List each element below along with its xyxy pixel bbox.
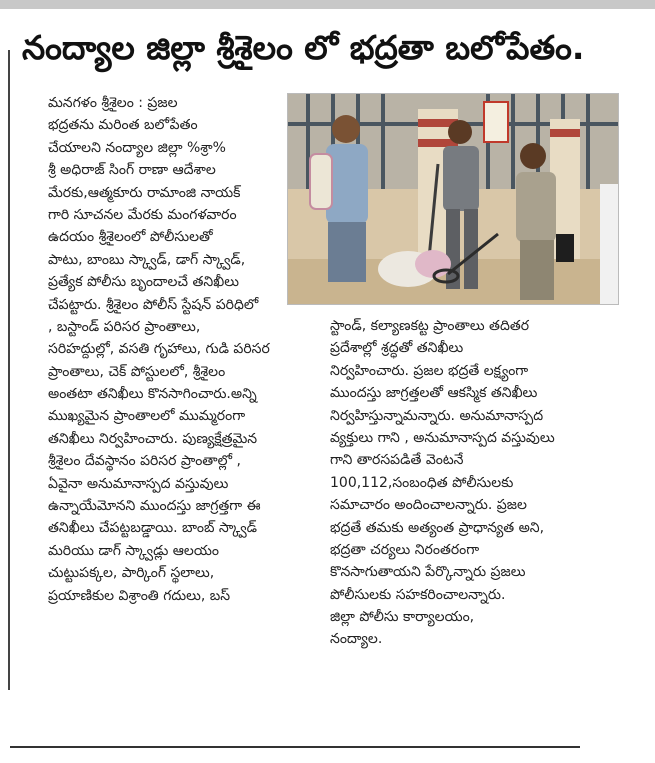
bottom-rule xyxy=(10,746,580,748)
right-column-line: సమాచారం అందించాలన్నారు. ప్రజల xyxy=(330,497,527,514)
left-column-line: పాటు, బాంబు స్క్వాడ్, డాగ్ స్క్వాడ్, xyxy=(48,251,246,268)
left-column-line: , బస్టాండ్ పరిసర ప్రాంతాలు, xyxy=(48,318,201,335)
right-column-line: భద్రతా చర్యలు నిరంతరంగా xyxy=(330,541,480,558)
left-column-line: ముఖ్యమైన ప్రాంతాలలో ముమ్మరంగా xyxy=(48,408,246,425)
left-column-line: మనగళం శ్రీశైలం : ప్రజల xyxy=(48,95,178,111)
left-column-line: ప్రత్యేక పోలీసు బృందాలచే తనిఖీలు xyxy=(48,274,239,291)
left-column-line: చేయాలని నంద్యాల జిల్లా %శ్రా% xyxy=(48,139,226,156)
right-column-line: నంద్యాల. xyxy=(330,631,383,648)
right-column-line: 100,112,సంబంధిత పోలీసులకు xyxy=(330,474,514,491)
left-column-line: తనిఖీలు నిర్వహించారు. పుణ్యక్షేత్రమైన xyxy=(48,430,258,447)
article-column-right xyxy=(330,315,642,651)
left-column-line: చేపట్టారు. శ్రీశైలం పోలీస్ స్టేషన్ పరిధిలో xyxy=(48,296,259,313)
left-column-line: శ్రీ అధిరాజ్ సింగ్ రాణా ఆదేశాల xyxy=(48,162,216,179)
article-column-left xyxy=(48,92,300,607)
left-vertical-rule xyxy=(8,50,10,690)
right-column-line: గాని తారసపడితే వెంటనే xyxy=(330,452,464,469)
right-column-line: పోలీసులకు సహకరించాలన్నారు. xyxy=(330,586,506,603)
right-column-line: వ్యక్తులు గాని , అనుమానాస్పద వస్తువులు xyxy=(330,429,555,446)
left-column-line: ఉదయం శ్రీశైలంలో పోలీసులతో xyxy=(48,229,213,246)
left-column-line: అంతటా తనిఖీలు కొనసాగించారు.అన్ని xyxy=(48,386,257,403)
news-photo-police-checking xyxy=(287,93,619,305)
left-column-line: సరిహద్దుల్లో, వసతి గృహాలు, గుడి పరిసర xyxy=(48,341,270,358)
left-column-line: భద్రతను మరింత బలోపేతం xyxy=(48,117,198,134)
right-column-line: ముందస్తు జాగ్రత్తలతో ఆకస్మిక తనిఖీలు xyxy=(330,385,538,402)
left-column-line: శ్రీశైలం దేవస్థానం పరిసర ప్రాంతాల్లో , xyxy=(48,453,241,470)
left-column-line: ఉన్నాయేమోనని ముందస్తు జాగ్రత్తగా ఈ xyxy=(48,498,261,515)
right-column-line: కొనసాగుతాయని పేర్కొన్నారు ప్రజలు xyxy=(330,564,526,581)
article-headline: నంద్యాల జిల్లా శ్రీశైలం లో భద్రతా బలోపేతం. xyxy=(22,28,585,67)
right-column-line: భద్రతే తమకు అత్యంత ప్రాధాన్యత అని, xyxy=(330,519,545,536)
right-column-line: ప్రదేశాల్లో శ్రద్ధతో తనిఖీలు xyxy=(330,340,464,357)
left-column-line: మరియు డాగ్ స్క్వాడ్లు ఆలయం xyxy=(48,542,219,559)
right-column-line: నిర్వహిస్తున్నామన్నారు. అనుమానాస్పద xyxy=(330,407,544,424)
right-column-line: స్టాండ్, కల్యాణకట్ట ప్రాంతాలు తదితర xyxy=(330,318,530,334)
top-gray-band xyxy=(0,0,655,9)
right-column-line: నిర్వహించారు. ప్రజల భద్రతే లక్ష్యంగా xyxy=(330,362,529,379)
left-column-line: ప్రాంతాలు, చెక్ పోస్టులలో, శ్రీశైలం xyxy=(48,363,226,380)
left-column-line: మేరకు,ఆత్మకూరు రామాంజి నాయక్ xyxy=(48,184,241,201)
left-column-line: తనిఖీలు చేపట్టబడ్డాయి. బాంబ్ స్క్వాడ్ xyxy=(48,520,258,537)
left-column-line: ఏవైనా అనుమానాస్పద వస్తువులు xyxy=(48,475,229,492)
left-column-line: చుట్టుపక్కల, పార్కింగ్ స్థలాలు, xyxy=(48,565,215,582)
left-column-line: గారి సూచనల మేరకు మంగళవారం xyxy=(48,206,237,223)
right-column-line: జిల్లా పోలీసు కార్యాలయం, xyxy=(330,609,475,626)
left-column-line: ప్రయాణికుల విశ్రాంతి గదులు, బస్ xyxy=(48,587,231,604)
